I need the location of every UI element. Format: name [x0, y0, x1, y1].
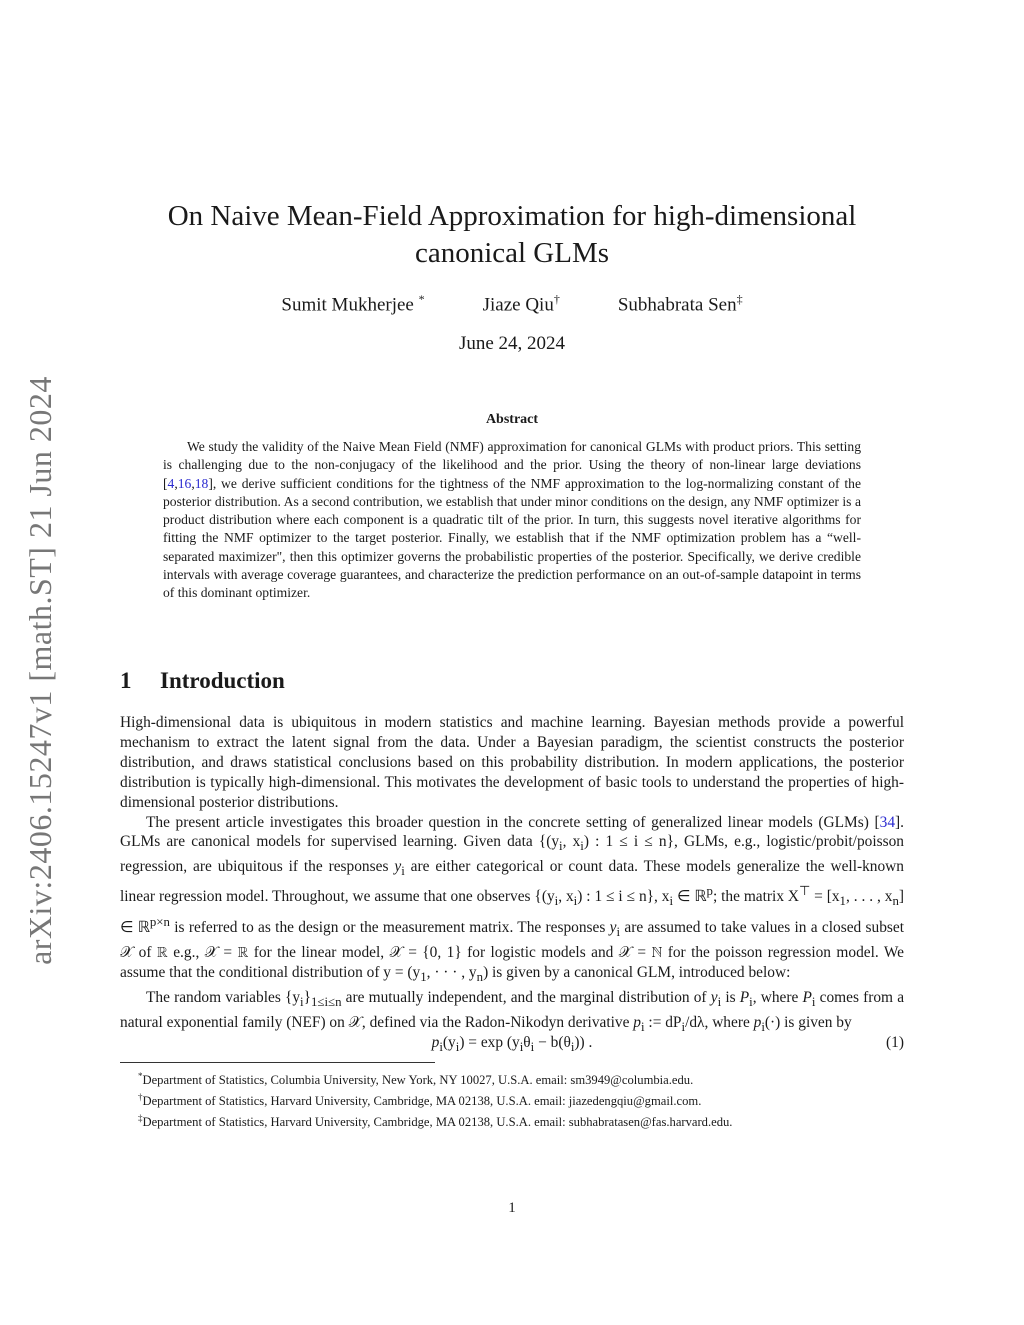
paper-date: June 24, 2024 [458, 333, 566, 354]
footnote: *Department of Statistics, Columbia University, New York, NY 10027, U.S.A. email: sm3949@columbia.edu. [138, 1071, 694, 1088]
section-number: 1 [120, 668, 132, 693]
paragraph: The random variables $\{y_i\}_{1\le i\le n}$ are mutually independent, and the marginal distribution of $y_i$ is $P_i$, where $P_i$ comes from a natural exponential family (NEF) on 𝒳, defined via the Radon-Nikodyn derivative $p_i$ := $dP_i/d\lambda$, where $p_i(\cdot)$ is given by [120, 988, 905, 1034]
author: Subhabrata Sen‡ [617, 292, 743, 316]
footnote-divider [120, 1062, 435, 1063]
abstract-heading: Abstract [485, 412, 539, 427]
author: Jiaze Qiu† [482, 292, 560, 316]
section-body [120, 713, 904, 1037]
section-title: Introduction [160, 668, 285, 693]
equation [120, 1034, 904, 1055]
arxiv-identifier-sidebar [10, 340, 70, 1000]
paper-title: On Naive Mean-Field Approximation for high-dimensional canonical GLMs [167, 200, 857, 269]
citation-link[interactable]: 4 [167, 475, 175, 491]
section-heading [120, 668, 285, 694]
arxiv-identifier: arXiv:2406.15247v1 [math.ST] 21 Jun 2024 [21, 375, 58, 965]
footnote: †Department of Statistics, Harvard University, Cambridge, MA 02138, U.S.A. email: jiazedengqiu@gmail.com. [138, 1092, 702, 1109]
author: Sumit Mukherjee * [281, 292, 425, 316]
equation-body: $p_i(y_i) = \exp (y_i\theta_i - b(\theta_i))$ . [431, 1034, 593, 1055]
footnote: ‡Department of Statistics, Harvard University, Cambridge, MA 02138, U.S.A. email: subhabratasen@fas.harvard.edu. [138, 1113, 733, 1130]
paragraph: High-dimensional data is ubiquitous in modern statistics and machine learning. Bayesian methods provide a powerful mechanism to extract the latent signal from the data. Under a Bayesian paradigm, the scientist constructs the posterior distribution, and draws statistical conclusions based on this probability distribution. In modern applications, the posterior distribution is typically high-dimensional. This motivates the development of basic tools to understand the properties of high-dimensional posterior distributions. [120, 714, 904, 811]
citation-link[interactable]: 18 [194, 475, 209, 491]
author-list [120, 292, 904, 316]
footnotes [138, 1068, 904, 1132]
abstract-text: We study the validity of the Naive Mean Field (NMF) approximation for canonical GLMs with product priors. This setting is challenging due to the non-conjugacy of the likelihood and the prior. Using the theory of non-linear large deviations [4,16,18], we derive sufficient conditions for the tightness of the NMF approximation to the log-normalizing constant of the posterior distribution. As a second contribution, we establish that under minor conditions on the design, any NMF optimizer is a product distribution where each component is a quadratic tilt of the prior. In turn, this suggests novel iterative algorithms for fitting the NMF optimizer to the target posterior. Finally, we establish that if the NMF optimization problem has a “well-separated maximizer", then this optimizer governs the probabilistic properties of the posterior. Specifically, we derive credible intervals with average coverage guarantees, and characterize the prediction performance on an out-of-sample datapoint in terms of this dominant optimizer. [163, 439, 861, 601]
equation-number: (1) [886, 1034, 904, 1051]
citation-link[interactable]: 34 [879, 813, 896, 831]
citation-link[interactable]: 16 [177, 475, 192, 491]
page-number: 1 [508, 1200, 516, 1216]
paragraph: The present article investigates this broader question in the concrete setting of generalized linear models (GLMs) [34]. GLMs are canonical models for supervised learning. Given data {($y_i$, $x_i$) : 1 ≤ i ≤ n}, GLMs, e.g., logistic/probit/poisson regression, are ubiquitous if the responses $y_i$ are either categorical or count data. These models generalize the well-known linear regression model. Throughout, we assume that one observes {($y_i$, $x_i$) : 1 ≤ i ≤ n}, $x_i$ ∈ ℝ$^p$; the matrix $X^⊤ = [x_1$, . . . , $x_n$] ∈ ℝ$^{p\times n}$ is referred to as the design or the measurement matrix. The responses $y_i$ are assumed to take values in a closed subset 𝒳 of ℝ e.g., 𝒳 = ℝ for the linear model, 𝒳 = {0, 1} for logistic models and 𝒳 = ℕ for the poisson regression model. We assume that the conditional distribution of $y = (y_1$, · · · , $y_n$) is given by a canonical GLM, introduced below: [120, 813, 905, 984]
